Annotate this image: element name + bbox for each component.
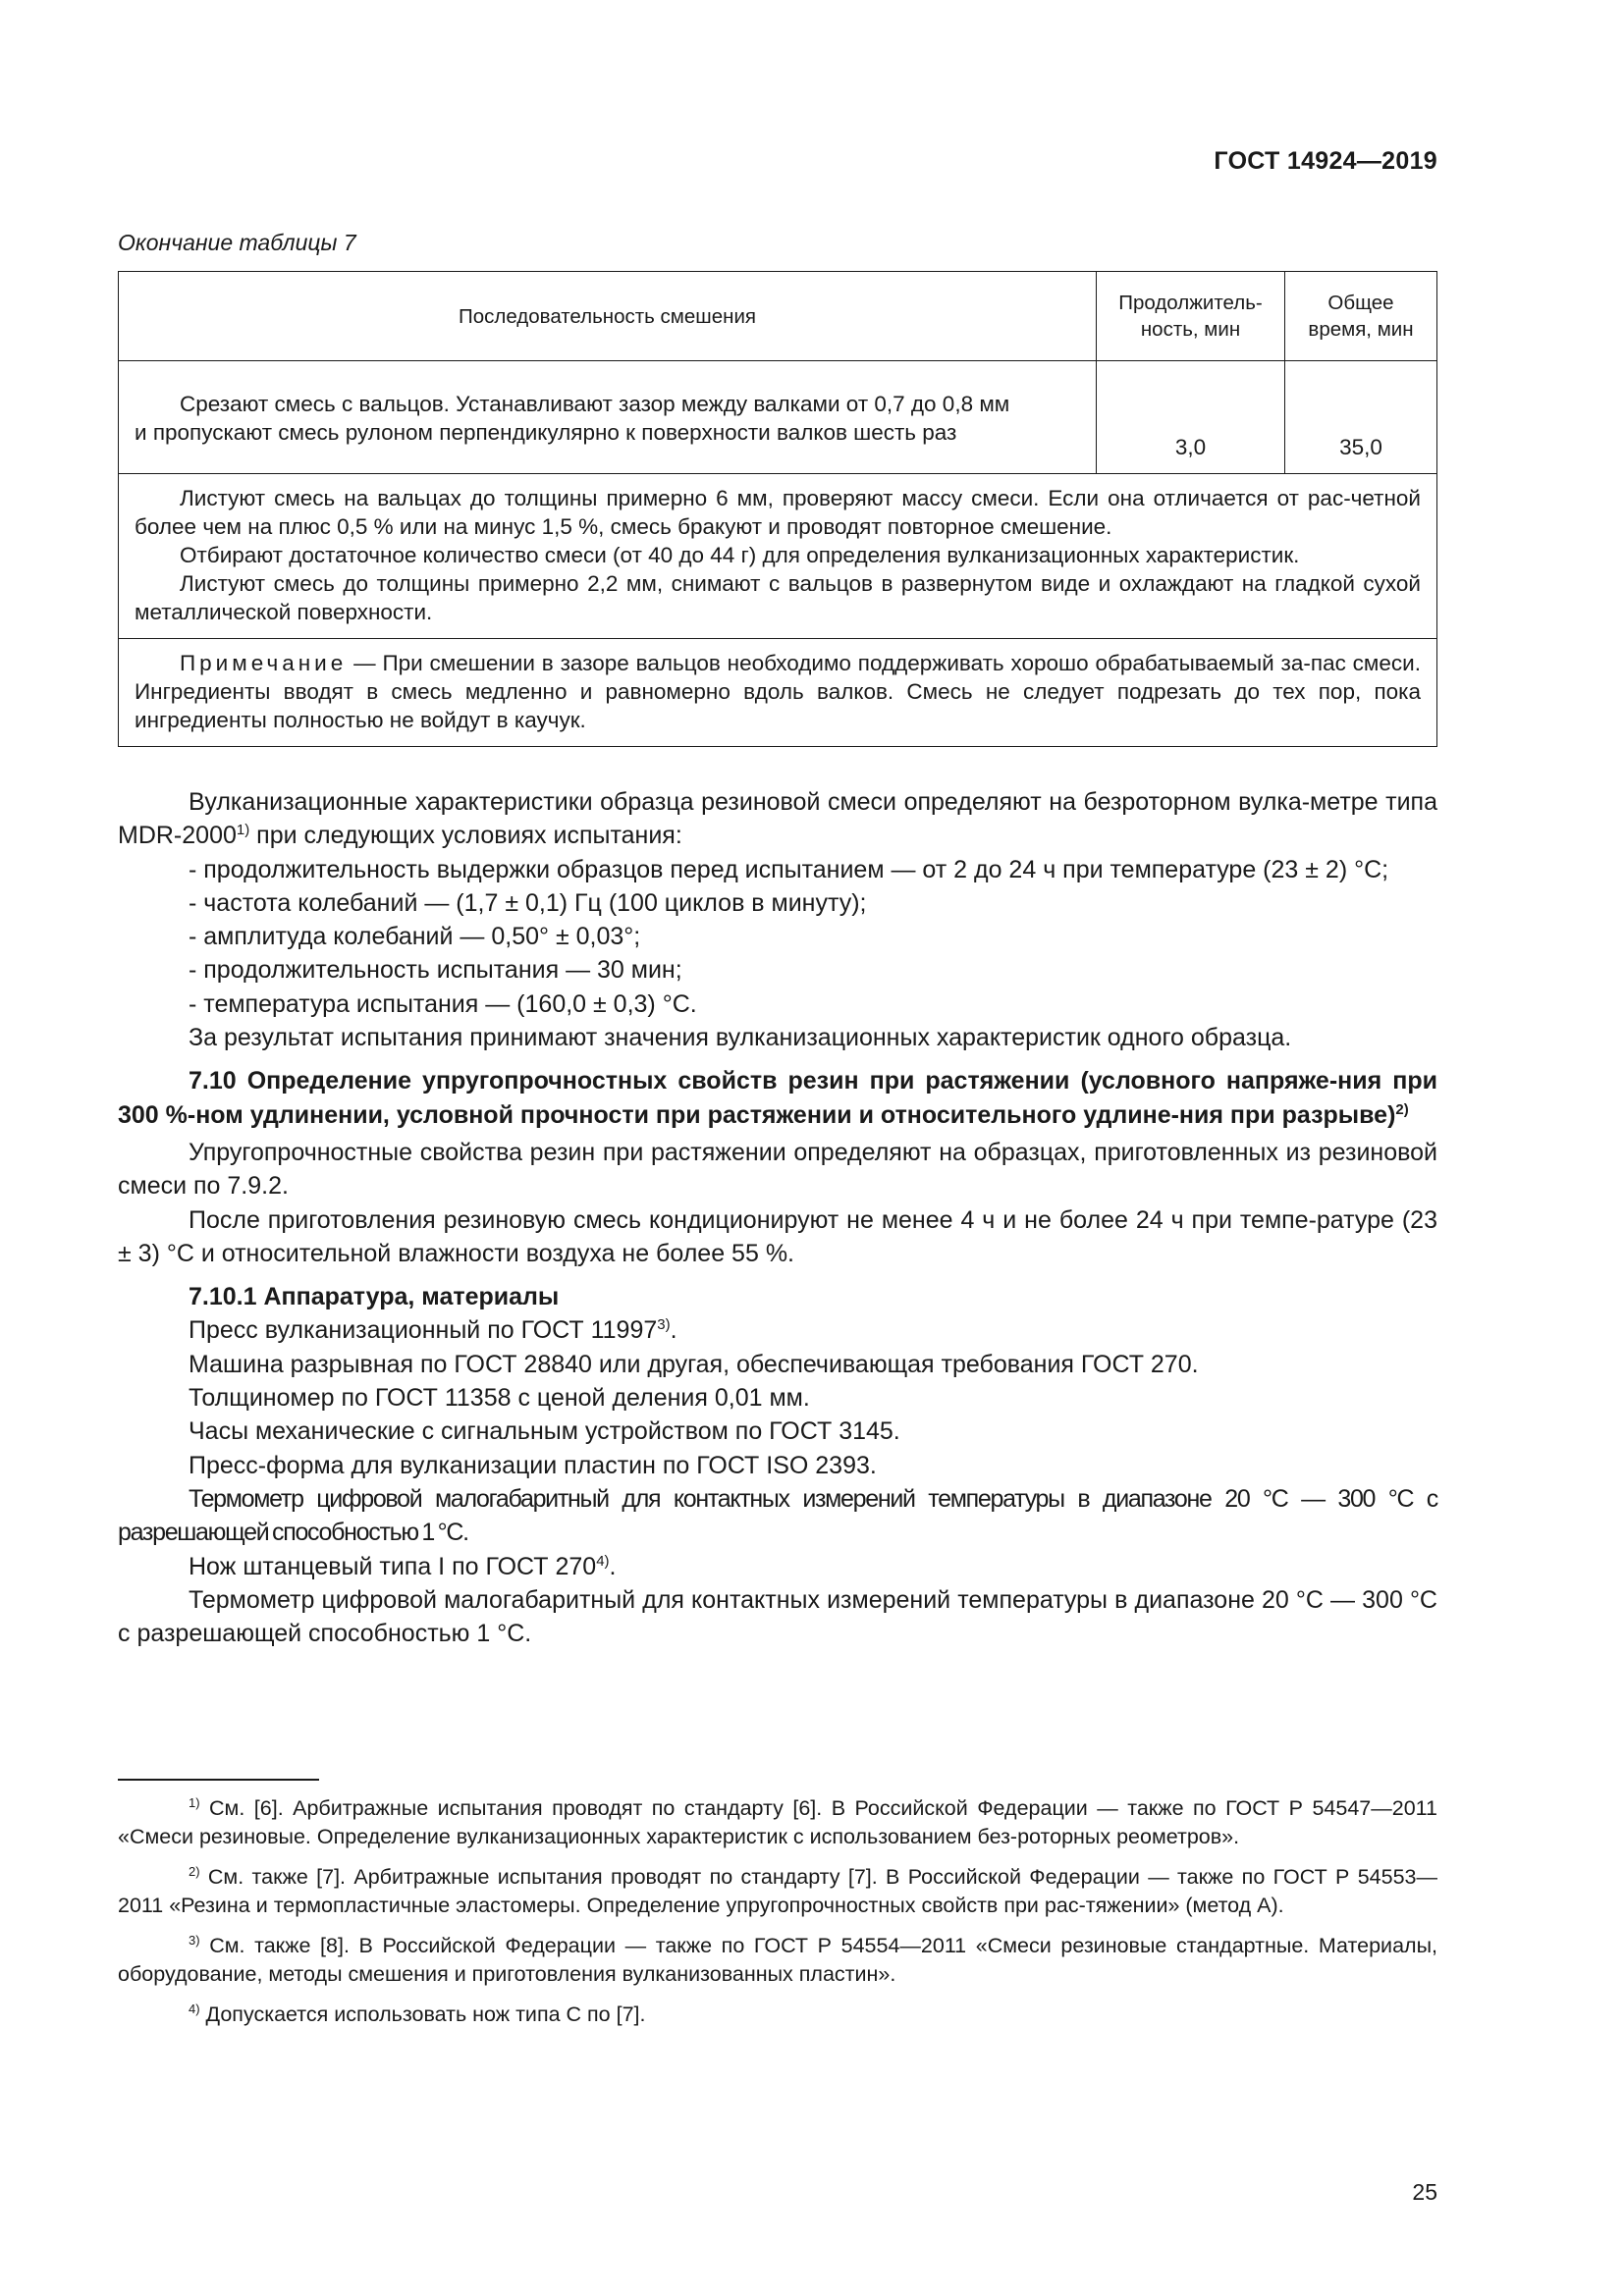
column-header-duration [1097,272,1285,361]
body-text [118,785,1437,1650]
row1-text-line2: и пропускают смесь рулоном перпендикулярно к поверхности валков шесть раз [135,420,957,445]
list-item: - частота колебаний — (1,7 ± 0,1) Гц (100 циклов в минуту); [189,888,867,917]
text-run: при следующих условиях испытания: [249,822,682,850]
column-header-duration-text: Продолжитель- ность, мин [1118,292,1263,341]
table-cell-duration: 3,0 [1097,361,1285,474]
paragraph-vulcanization [118,785,1437,853]
column-header-total [1285,272,1437,361]
table-header-row [119,272,1437,361]
page-number: 25 [1412,2179,1437,2205]
text-run: Пресс вулканизационный по ГОСТ 11997 [189,1316,658,1345]
footnote [118,1932,1437,1988]
footnotes [118,1794,1437,2042]
table-note-row [119,639,1437,747]
list-item: - температура испытания — (160,0 ± 0,3) °C. [189,989,697,1018]
paragraph-result: За результат испытания принимают значения вулканизационных характеристик одного образца. [189,1024,1292,1052]
equipment-item: Термометр цифровой малогабаритный для контактных измерений температуры в диапазоне 20 °C — 300 °C с разрешающей способностью 1 °C. [118,1484,1437,1547]
table-cell-total: 35,0 [1285,361,1437,474]
table-note [135,649,1421,734]
footnote [118,2001,1437,2029]
note-text: — При смешении в зазоре вальцов необходимо поддерживать хорошо обрабатываемый за-пас смеси. Ингредиенты вводят в смесь медленно и равномерно вдоль валков. Смесь не следует подрезать до тех пор, пока ингредиенты полностью не войдут в каучук. [135,651,1421,732]
footnote-ref-2: 2) [1395,1100,1409,1118]
footnote-ref-1: 1) [236,822,250,839]
equipment-item [118,1550,1437,1583]
text-run: . [670,1316,677,1345]
column-header-total-text: Общее время, мин [1308,292,1414,341]
row2-paragraph-3: Листуют смесь до толщины примерно 2,2 мм, снимают с вальцов в развернутом виде и охлаждают на гладкой сухой металлической поверхности. [135,571,1421,624]
table-cell-sequence [119,361,1097,474]
row2-paragraph-2: Отбирают достаточное количество смеси (от 40 до 44 г) для определения вулканизационных характеристик. [180,543,1300,567]
mixing-sequence-table [118,271,1437,747]
list-item: - продолжительность выдержки образцов перед испытанием — от 2 до 24 ч при температуре (23 ± 2) °C; [189,855,1389,883]
column-header-sequence: Последовательность смешения [119,272,1097,361]
footnote-mark: 3) [189,1933,200,1948]
equipment-item [118,1313,1437,1347]
footnote-separator [118,1779,319,1781]
list-item: - продолжительность испытания — 30 мин; [189,956,682,985]
footnote-text: См. [6]. Арбитражные испытания проводят по стандарту [6]. В Российской Федерации — также по ГОСТ Р 54547—2011 «Смеси резиновые. Определение вулканизационных характеристик с использованием без-роторных реометров». [118,1796,1437,1848]
note-label: Примечание [180,651,348,675]
table-note-cell [119,639,1437,747]
footnote-ref-4: 4) [596,1552,610,1570]
footnote [118,1794,1437,1850]
paragraph-conditioning: После приготовления резиновую смесь кондиционируют не менее 4 ч и не более 24 ч при темпе-ратуре (23 ± 3) °C и относительной влажности воздуха не более 55 %. [118,1205,1437,1267]
footnote-text: См. также [7]. Арбитражные испытания проводят по стандарту [7]. В Российской Федерации — также по ГОСТ Р 54553—2011 «Резина и термопластичные эластомеры. Определение упругопрочностных свойств при рас-тяжении» (метод А). [118,1865,1437,1917]
standard-designation: ГОСТ 14924—2019 [1214,147,1437,175]
section-heading-7-10-1: 7.10.1 Аппаратура, материалы [189,1283,560,1311]
footnote-ref-3: 3) [657,1316,671,1334]
text-run: Нож штанцевый типа I по ГОСТ 270 [189,1552,597,1580]
footnote-text: См. также [8]. В Российской Федерации — также по ГОСТ Р 54554—2011 «Смеси резиновые стандартные. Материалы, оборудование, методы смешения и приготовления вулканизованных пластин». [118,1934,1437,1986]
footnote-mark: 4) [189,2002,200,2016]
text-run: Вулканизационные характеристики образца резиновой смеси определяют на безроторном вулка-метре типа MDR-2000 [118,788,1437,850]
paragraph-properties: Упругопрочностные свойства резин при растяжении определяют на образцах, приготовленных из резиновой смеси по 7.9.2. [118,1138,1437,1201]
row1-text-line1: Срезают смесь с вальцов. Устанавливают зазор между валками от 0,7 до 0,8 мм [180,392,1010,416]
list-item: - амплитуда колебаний — 0,50° ± 0,03°; [189,923,641,951]
row2-paragraph-1: Листуют смесь на вальцах до толщины примерно 6 мм, проверяют массу смеси. Если она отличается от рас-четной более чем на плюс 0,5 % или на минус 1,5 %, смесь бракуют и проводят повторное смешение. [135,486,1421,539]
footnote-text: Допускается использовать нож типа С по [7]. [199,2002,646,2026]
section-heading-7-10 [118,1064,1437,1132]
equipment-item: Пресс-форма для вулканизации пластин по ГОСТ ISO 2393. [189,1451,877,1479]
text-run: . [609,1552,617,1580]
equipment-item: Термометр цифровой малогабаритный для контактных измерений температуры в диапазоне 20 °C — 300 °C с разрешающей способностью 1 °C. [118,1585,1437,1648]
equipment-item: Толщиномер по ГОСТ 11358 с ценой деления 0,01 мм. [189,1384,810,1413]
equipment-item: Часы механические с сигнальным устройством по ГОСТ 3145. [189,1417,900,1446]
equipment-item: Машина разрывная по ГОСТ 28840 или другая, обеспечивающая требования ГОСТ 270. [189,1350,1199,1378]
heading-text: 7.10 Определение упругопрочностных свойств резин при растяжении (условного напряже-ния при 300 %-ном удлинении, условной прочности при растяжении и относительного удлине-ния при разрыве) [118,1067,1437,1129]
table-cell-merged [119,474,1437,639]
table-caption: Окончание таблицы 7 [118,230,356,255]
footnote-mark: 1) [189,1795,200,1810]
table-row [119,361,1437,474]
table-row [119,474,1437,639]
footnote [118,1863,1437,1919]
footnote-mark: 2) [189,1864,200,1879]
